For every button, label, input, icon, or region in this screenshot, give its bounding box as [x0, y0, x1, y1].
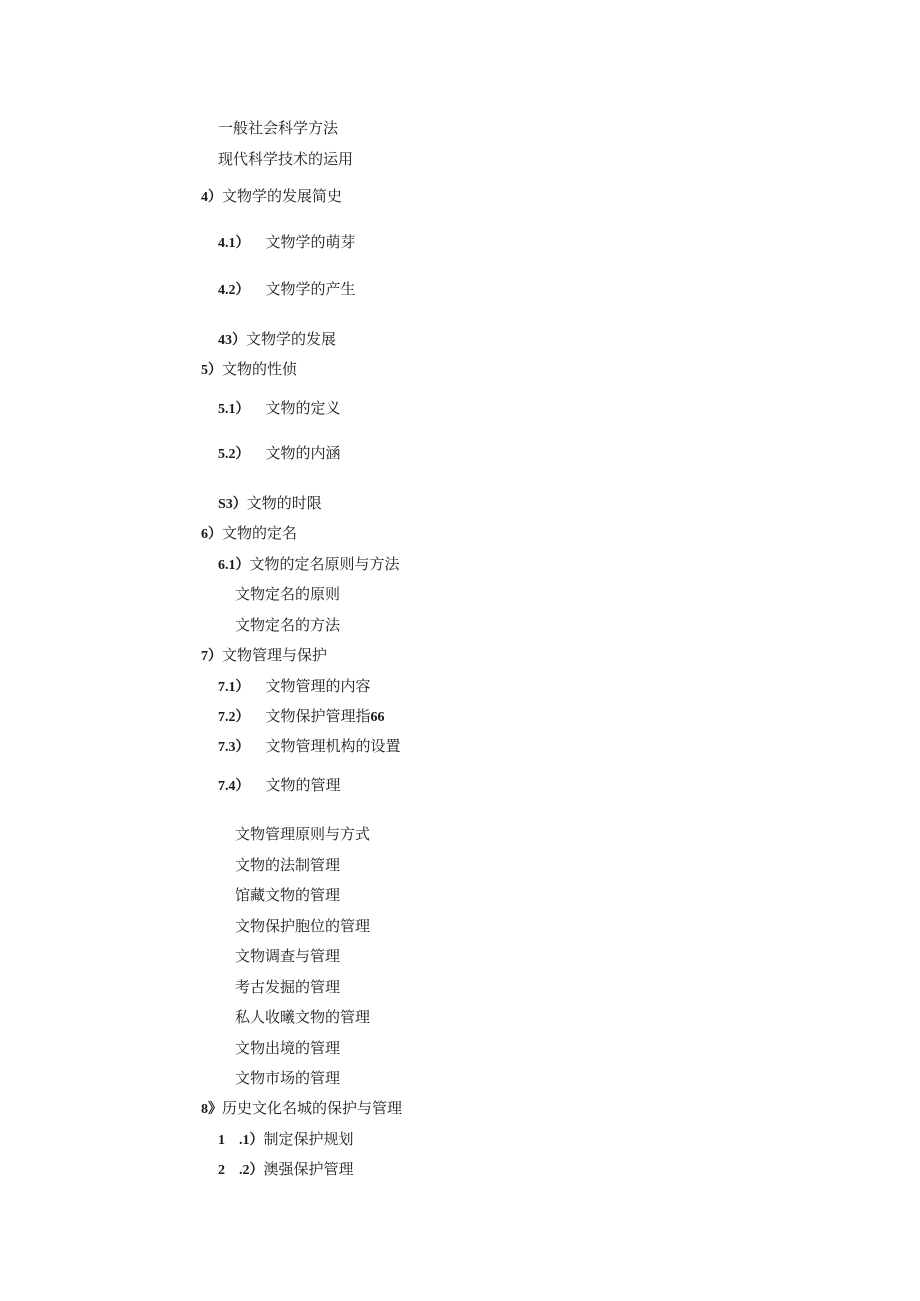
line-text: 文物市场的管理 [235, 1069, 341, 1087]
line-text: 文物的管理 [265, 776, 341, 794]
line-text: 制定保护规划 [263, 1130, 354, 1148]
line-text: 文物的定名 [222, 524, 298, 542]
line-text: 一般社会科学方法 [218, 119, 339, 137]
section-number: 7.1） [218, 680, 250, 695]
section-heading [201, 186, 342, 208]
subsection-heading [218, 329, 336, 351]
section-number: 7） [201, 649, 222, 664]
line-text: 文物学的发展简史 [222, 187, 343, 205]
outline-line [235, 1068, 340, 1088]
section-number-suffix: .2） [239, 1163, 264, 1178]
subsection-heading [218, 706, 385, 728]
subsection-heading [218, 1129, 354, 1151]
line-text: 历史文化名城的保护与管理 [222, 1099, 403, 1117]
section-number: 5.2） [218, 447, 250, 462]
section-heading [201, 1098, 402, 1120]
outline-line [235, 1007, 370, 1027]
subsection-heading [218, 443, 341, 465]
outline-line [218, 118, 338, 138]
section-number: 5） [201, 363, 222, 378]
line-text: 文物保护胞位的管理 [235, 917, 371, 935]
section-number: 8》 [201, 1102, 222, 1117]
section-number: 7.4） [218, 779, 250, 794]
line-text: 文物的定名原则与方法 [249, 555, 400, 573]
line-suffix: 66 [370, 710, 385, 725]
subsection-heading [218, 554, 400, 576]
section-number-suffix: .1） [239, 1133, 264, 1148]
line-text: 文物的性侦 [222, 360, 298, 378]
line-text: 私人收曦文物的管理 [235, 1008, 371, 1026]
subsection-heading [218, 279, 356, 301]
line-text: 文物的时限 [246, 494, 322, 512]
outline-line [235, 855, 340, 875]
section-heading [201, 523, 297, 545]
line-text: 文物管理原则与方式 [235, 825, 371, 843]
line-text: 考古发掘的管理 [235, 978, 341, 996]
line-text: 文物出境的管理 [235, 1039, 341, 1057]
subsection-heading [218, 232, 356, 254]
line-text: 文物的法制管理 [235, 856, 341, 874]
outline-line [218, 149, 353, 169]
subsection-heading [218, 676, 371, 698]
line-text: 现代科学技术的运用 [218, 150, 354, 168]
section-heading [201, 359, 297, 381]
outline-line [235, 615, 340, 635]
subsection-heading [218, 736, 401, 758]
subsection-heading [218, 1159, 354, 1181]
section-number: 5.1） [218, 402, 250, 417]
outline-line [235, 584, 340, 604]
outline-line [235, 977, 340, 997]
section-number: S3） [218, 497, 247, 512]
subsection-heading [218, 493, 322, 515]
section-number: 4.2） [218, 283, 250, 298]
section-number: 7.3） [218, 740, 250, 755]
outline-line [235, 1038, 340, 1058]
line-text: 文物学的产生 [265, 280, 356, 298]
line-text: 文物定名的原则 [235, 585, 341, 603]
section-number: 1 [218, 1133, 225, 1148]
line-text: 文物学的萌芽 [265, 233, 356, 251]
section-number: 2 [218, 1163, 225, 1178]
outline-line [235, 946, 340, 966]
section-number: 4） [201, 190, 222, 205]
section-number: 43） [218, 333, 246, 348]
line-text: 文物的定义 [265, 399, 341, 417]
line-text: 文物管理的内容 [265, 677, 371, 695]
line-text: 文物定名的方法 [235, 616, 341, 634]
outline-line [235, 916, 370, 936]
outline-line [235, 885, 340, 905]
section-number: 4.1） [218, 236, 250, 251]
line-text: 文物管理机构的设置 [265, 737, 401, 755]
line-text: 文物调查与管理 [235, 947, 341, 965]
section-number: 6） [201, 527, 222, 542]
line-text: 文物学的发展 [246, 330, 337, 348]
line-text: 澳强保护管理 [263, 1160, 354, 1178]
section-number: 7.2） [218, 710, 250, 725]
line-text: 文物的内涵 [265, 444, 341, 462]
subsection-heading [218, 398, 341, 420]
section-heading [201, 645, 327, 667]
section-number: 6.1） [218, 558, 250, 573]
outline-line [235, 824, 370, 844]
line-text: 文物管理与保护 [222, 646, 328, 664]
subsection-heading [218, 775, 341, 797]
line-text: 馆藏文物的管理 [235, 886, 341, 904]
line-text: 文物保护管理指 [265, 707, 371, 725]
